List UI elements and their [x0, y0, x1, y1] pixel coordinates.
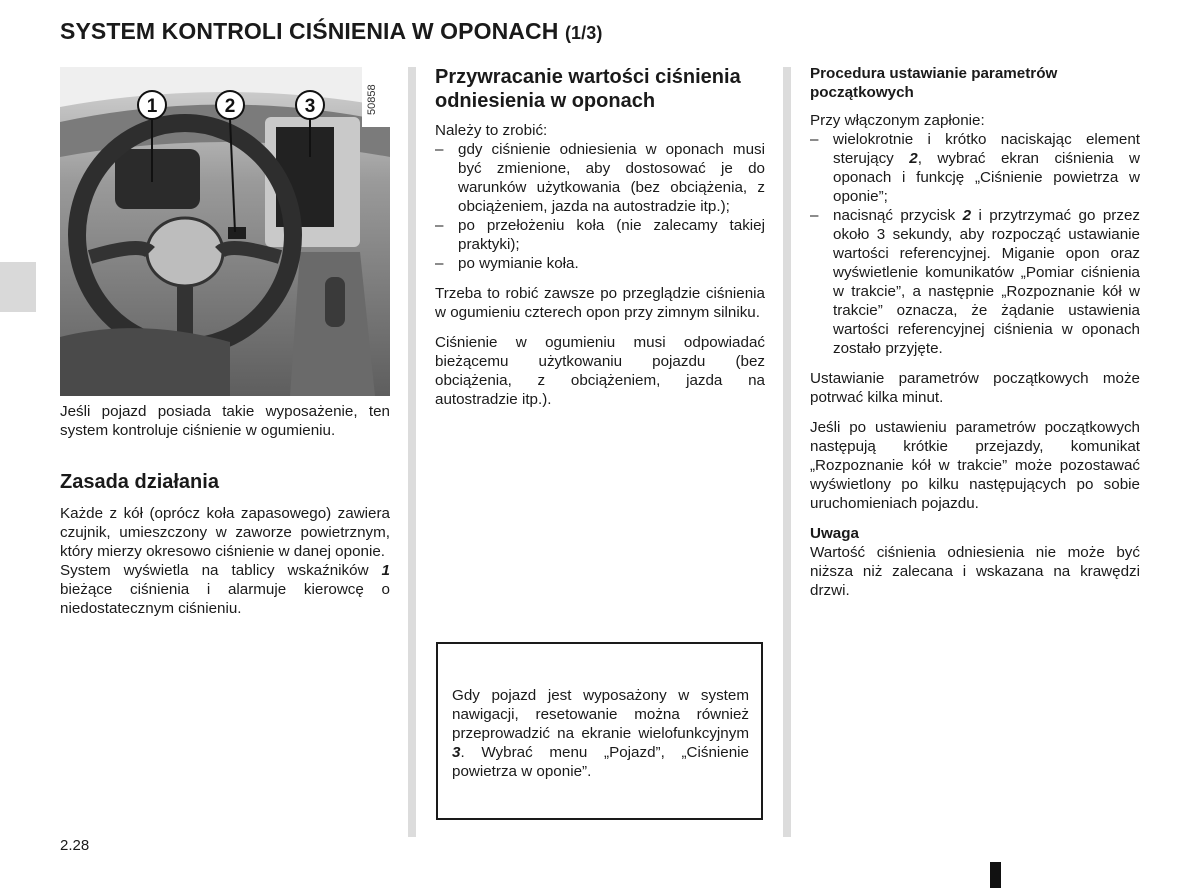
step2-before: nacisnąć przycisk	[833, 207, 963, 224]
column-divider-right	[783, 67, 791, 837]
navigation-note-text	[452, 686, 749, 781]
procedure-paragraph-2: Jeśli po ustawieniu parametrów początkowych następują krótkie przejazdy, komunikat „Rozpoznanie kół w trakcie” może pozostawać wyświetlony po kilku następujących po sobie uruchomieniach pojazdu.	[810, 419, 1140, 512]
callout-2	[216, 91, 244, 119]
list-item: – po przełożeniu koła (nie zalecamy takiej praktyki);	[435, 216, 765, 254]
list-item: – po wymianie koła.	[435, 254, 765, 273]
note-heading: Uwaga	[810, 525, 859, 542]
callout-2-label: 2	[224, 96, 236, 117]
dashboard-photo	[60, 67, 390, 396]
callout-1	[138, 91, 166, 119]
principle-paragraph-2	[60, 561, 390, 618]
note-after: . Wybrać menu „Pojazd”, „Ciśnienie powietrza w oponie”.	[452, 744, 749, 780]
figure-code-box	[362, 67, 390, 127]
principle-p2-after: bieżące ciśnienia i alarmuje kierowcę o niedostatecznym ciśnieniu.	[60, 581, 390, 617]
page-title-main: SYSTEM KONTROLI CIŚNIENIA W OPONACH	[60, 18, 559, 44]
reset-conditions-list	[435, 140, 765, 273]
section-heading-procedure: Procedura ustawianie parametrów początkowych	[810, 65, 1058, 101]
callout-3-label: 3	[304, 96, 316, 117]
procedure-lead: Przy włączonym zapłonie:	[810, 112, 985, 129]
step1-before: wielokrotnie i krótko naciskając element sterujący	[833, 131, 1140, 167]
page-number: 2.28	[60, 837, 90, 854]
page-title-part: (1/3)	[564, 23, 603, 43]
figure-code: 50858	[366, 84, 378, 115]
list-item	[810, 130, 1140, 206]
dashboard-illustration	[60, 67, 390, 396]
principle-paragraph-1: Każde z kół (oprócz koła zapasowego) zawiera czujnik, umieszczony w zaworze powietrznym, który mierzy okresowo ciśnienie w danej oponie.	[60, 505, 390, 560]
section-heading-reset: Przywracanie wartości ciśnienia odniesienia w oponach	[435, 66, 741, 112]
section-heading-principle: Zasada działania	[60, 471, 219, 493]
ref-2: 2	[909, 150, 918, 167]
list-item: – gdy ciśnienie odniesienia w oponach musi być zmienione, aby dostosować je do warunków użytkowania (bez obciążenia, z obciążeniem, jazda na autostradzie itp.);	[435, 140, 765, 216]
procedure-steps-list	[810, 130, 1140, 358]
note-text: Wartość ciśnienia odniesienia nie może być niższa niż zalecana i wskazana na krawędzi drzwi.	[810, 544, 1140, 599]
middle-column	[435, 65, 765, 409]
note-before: Gdy pojazd jest wyposażony w system nawigacji, resetowanie można również przeprowadzić na ekranie wielofunkcyjnym	[452, 687, 749, 742]
corner-mark	[990, 862, 1001, 888]
step1-after: , wybrać ekran ciśnienia w oponach i funkcję „Ciśnienie powietrza w oponie”;	[833, 150, 1140, 205]
list-item	[810, 206, 1140, 358]
left-column	[60, 402, 390, 618]
step2-after: i przytrzymać go przez około 3 sekundy, aby rozpocząć ustawianie wartości referencyjnej. Miganie opon oraz wyświetlenie komunikatów „Pomiar ciśnienia w trakcie”, a następnie „Rozpoznanie kół w trakcie” oznacza, że żądanie ustawienia wartości referencyjnej ciśnienia w oponach zostało przyjęte.	[833, 207, 1140, 357]
right-column	[810, 64, 1140, 600]
chapter-tab-marker	[0, 262, 36, 312]
intro-text: Jeśli pojazd posiada takie wyposażenie, ten system kontroluje ciśnienie w ogumieniu.	[60, 403, 390, 439]
principle-p2-before: System wyświetla na tablicy wskaźników	[60, 562, 382, 579]
callout-3	[296, 91, 324, 119]
page-title	[60, 18, 602, 45]
navigation-note-box	[436, 642, 763, 820]
ref-1: 1	[381, 562, 390, 579]
callout-1-label: 1	[146, 96, 158, 117]
reset-lead: Należy to zrobić:	[435, 122, 548, 139]
reset-paragraph-1: Trzeba to robić zawsze po przeglądzie ciśnienia w ogumieniu czterech opon przy zimnym silniku.	[435, 285, 765, 321]
column-divider-left	[408, 67, 416, 837]
procedure-paragraph-1: Ustawianie parametrów początkowych może potrwać kilka minut.	[810, 370, 1140, 406]
ref-2: 2	[962, 207, 972, 224]
reset-paragraph-2: Ciśnienie w ogumieniu musi odpowiadać bieżącemu użytkowaniu pojazdu (bez obciążenia, z obciążeniem, jazda na autostradzie itp.).	[435, 334, 765, 408]
ref-3: 3	[452, 744, 461, 761]
